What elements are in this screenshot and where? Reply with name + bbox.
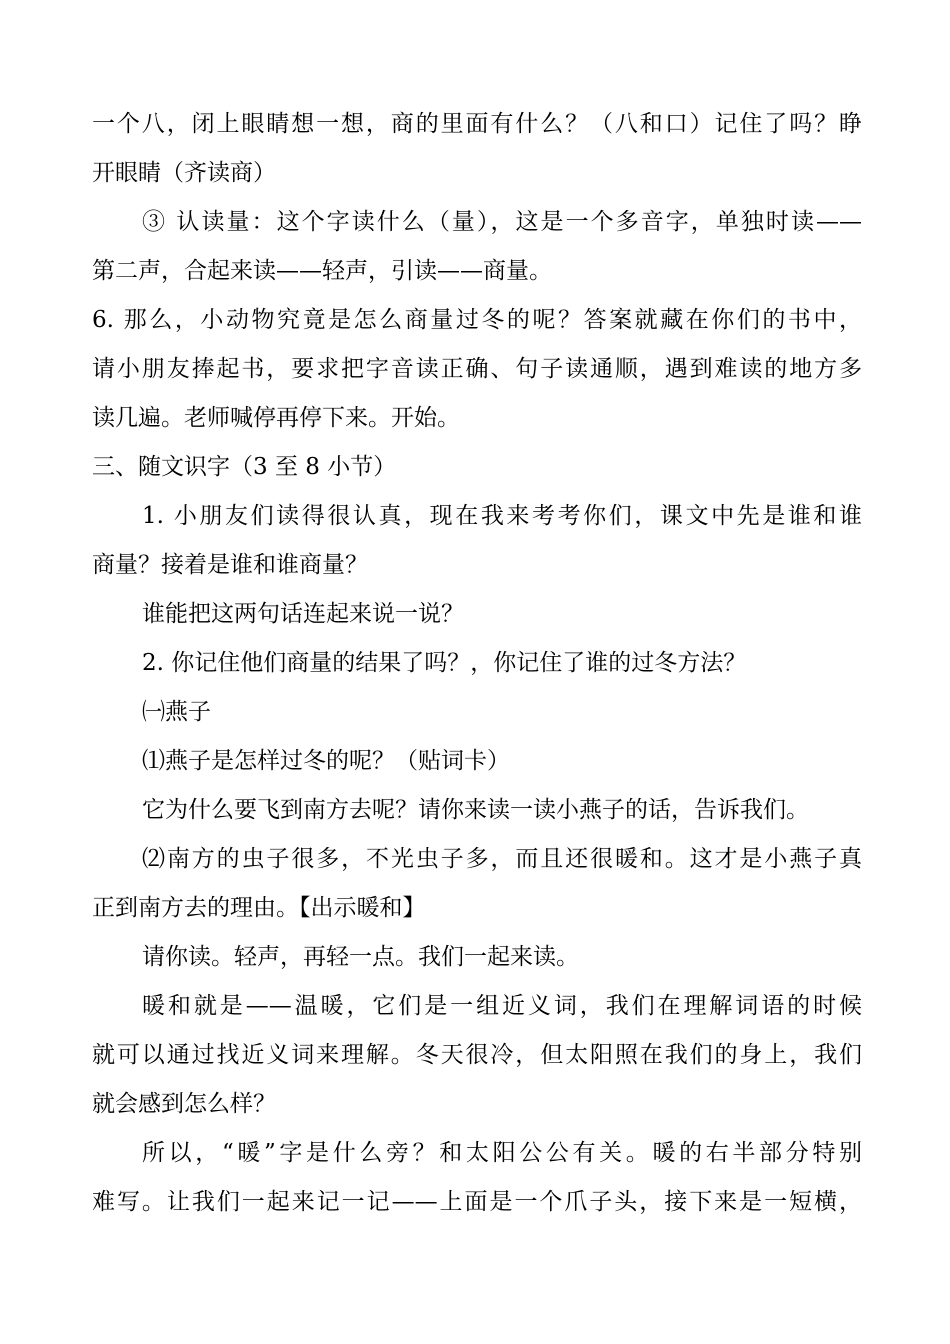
paragraph-line: 所以，“暖”字是什么旁？和太阳公公有关。暖的右半部分特别 (142, 1140, 862, 1166)
paragraph-line: 商量？接着是谁和谁商量？ (92, 552, 368, 578)
paragraph-line: 第二声，合起来读——轻声，引读——商量。 (92, 258, 552, 284)
paragraph-line: 一个八，闭上眼睛想一想，商的里面有什么？（八和口）记住了吗？睁 (92, 111, 862, 137)
paragraph-line: 2. 你记住他们商量的结果了吗？，你记住了谁的过冬方法？ (142, 650, 747, 676)
paragraph-line: 就可以通过找近义词来理解。冬天很冷，但太阳照在我们的身上，我们 (92, 1042, 862, 1068)
subsection-heading: ㈠燕子 (142, 699, 211, 725)
paragraph-line: 请你读。轻声，再轻一点。我们一起来读。 (142, 944, 579, 970)
paragraph-line: 就会感到怎么样？ (92, 1091, 276, 1117)
paragraph-line: 谁能把这两句话连起来说一说？ (142, 601, 464, 627)
paragraph-line: 暖和就是——温暖，它们是一组近义词，我们在理解词语的时候 (142, 993, 862, 1019)
paragraph-line: ⑴燕子是怎样过冬的呢？（贴词卡） (142, 748, 510, 774)
paragraph-line: 1. 小朋友们读得很认真，现在我来考考你们，课文中先是谁和谁 (142, 503, 862, 529)
paragraph-line: 读几遍。老师喊停再停下来。开始。 (92, 405, 460, 431)
paragraph-line: 开眼睛（齐读商） (92, 160, 276, 186)
paragraph-line: 请小朋友捧起书，要求把字音读正确、句子读通顺，遇到难读的地方多 (92, 356, 862, 382)
document-body (92, 100, 862, 1227)
section-heading: 三、随文识字（3 至 8 小节） (92, 454, 397, 480)
paragraph-line: 它为什么要飞到南方去呢？请你来读一读小燕子的话，告诉我们。 (142, 797, 809, 823)
paragraph-line: ③ 认读量：这个字读什么（量），这是一个多音字，单独时读—— (142, 209, 862, 235)
paragraph-line: 6. 那么，小动物究竟是怎么商量过冬的呢？答案就藏在你们的书中， (92, 307, 862, 333)
paragraph-line: 难写。让我们一起来记一记——上面是一个爪子头，接下来是一短横， (92, 1189, 862, 1215)
paragraph-line: 正到南方去的理由。【出示暖和】 (92, 895, 426, 921)
paragraph-line: ⑵南方的虫子很多，不光虫子多，而且还很暖和。这才是小燕子真 (142, 846, 862, 872)
